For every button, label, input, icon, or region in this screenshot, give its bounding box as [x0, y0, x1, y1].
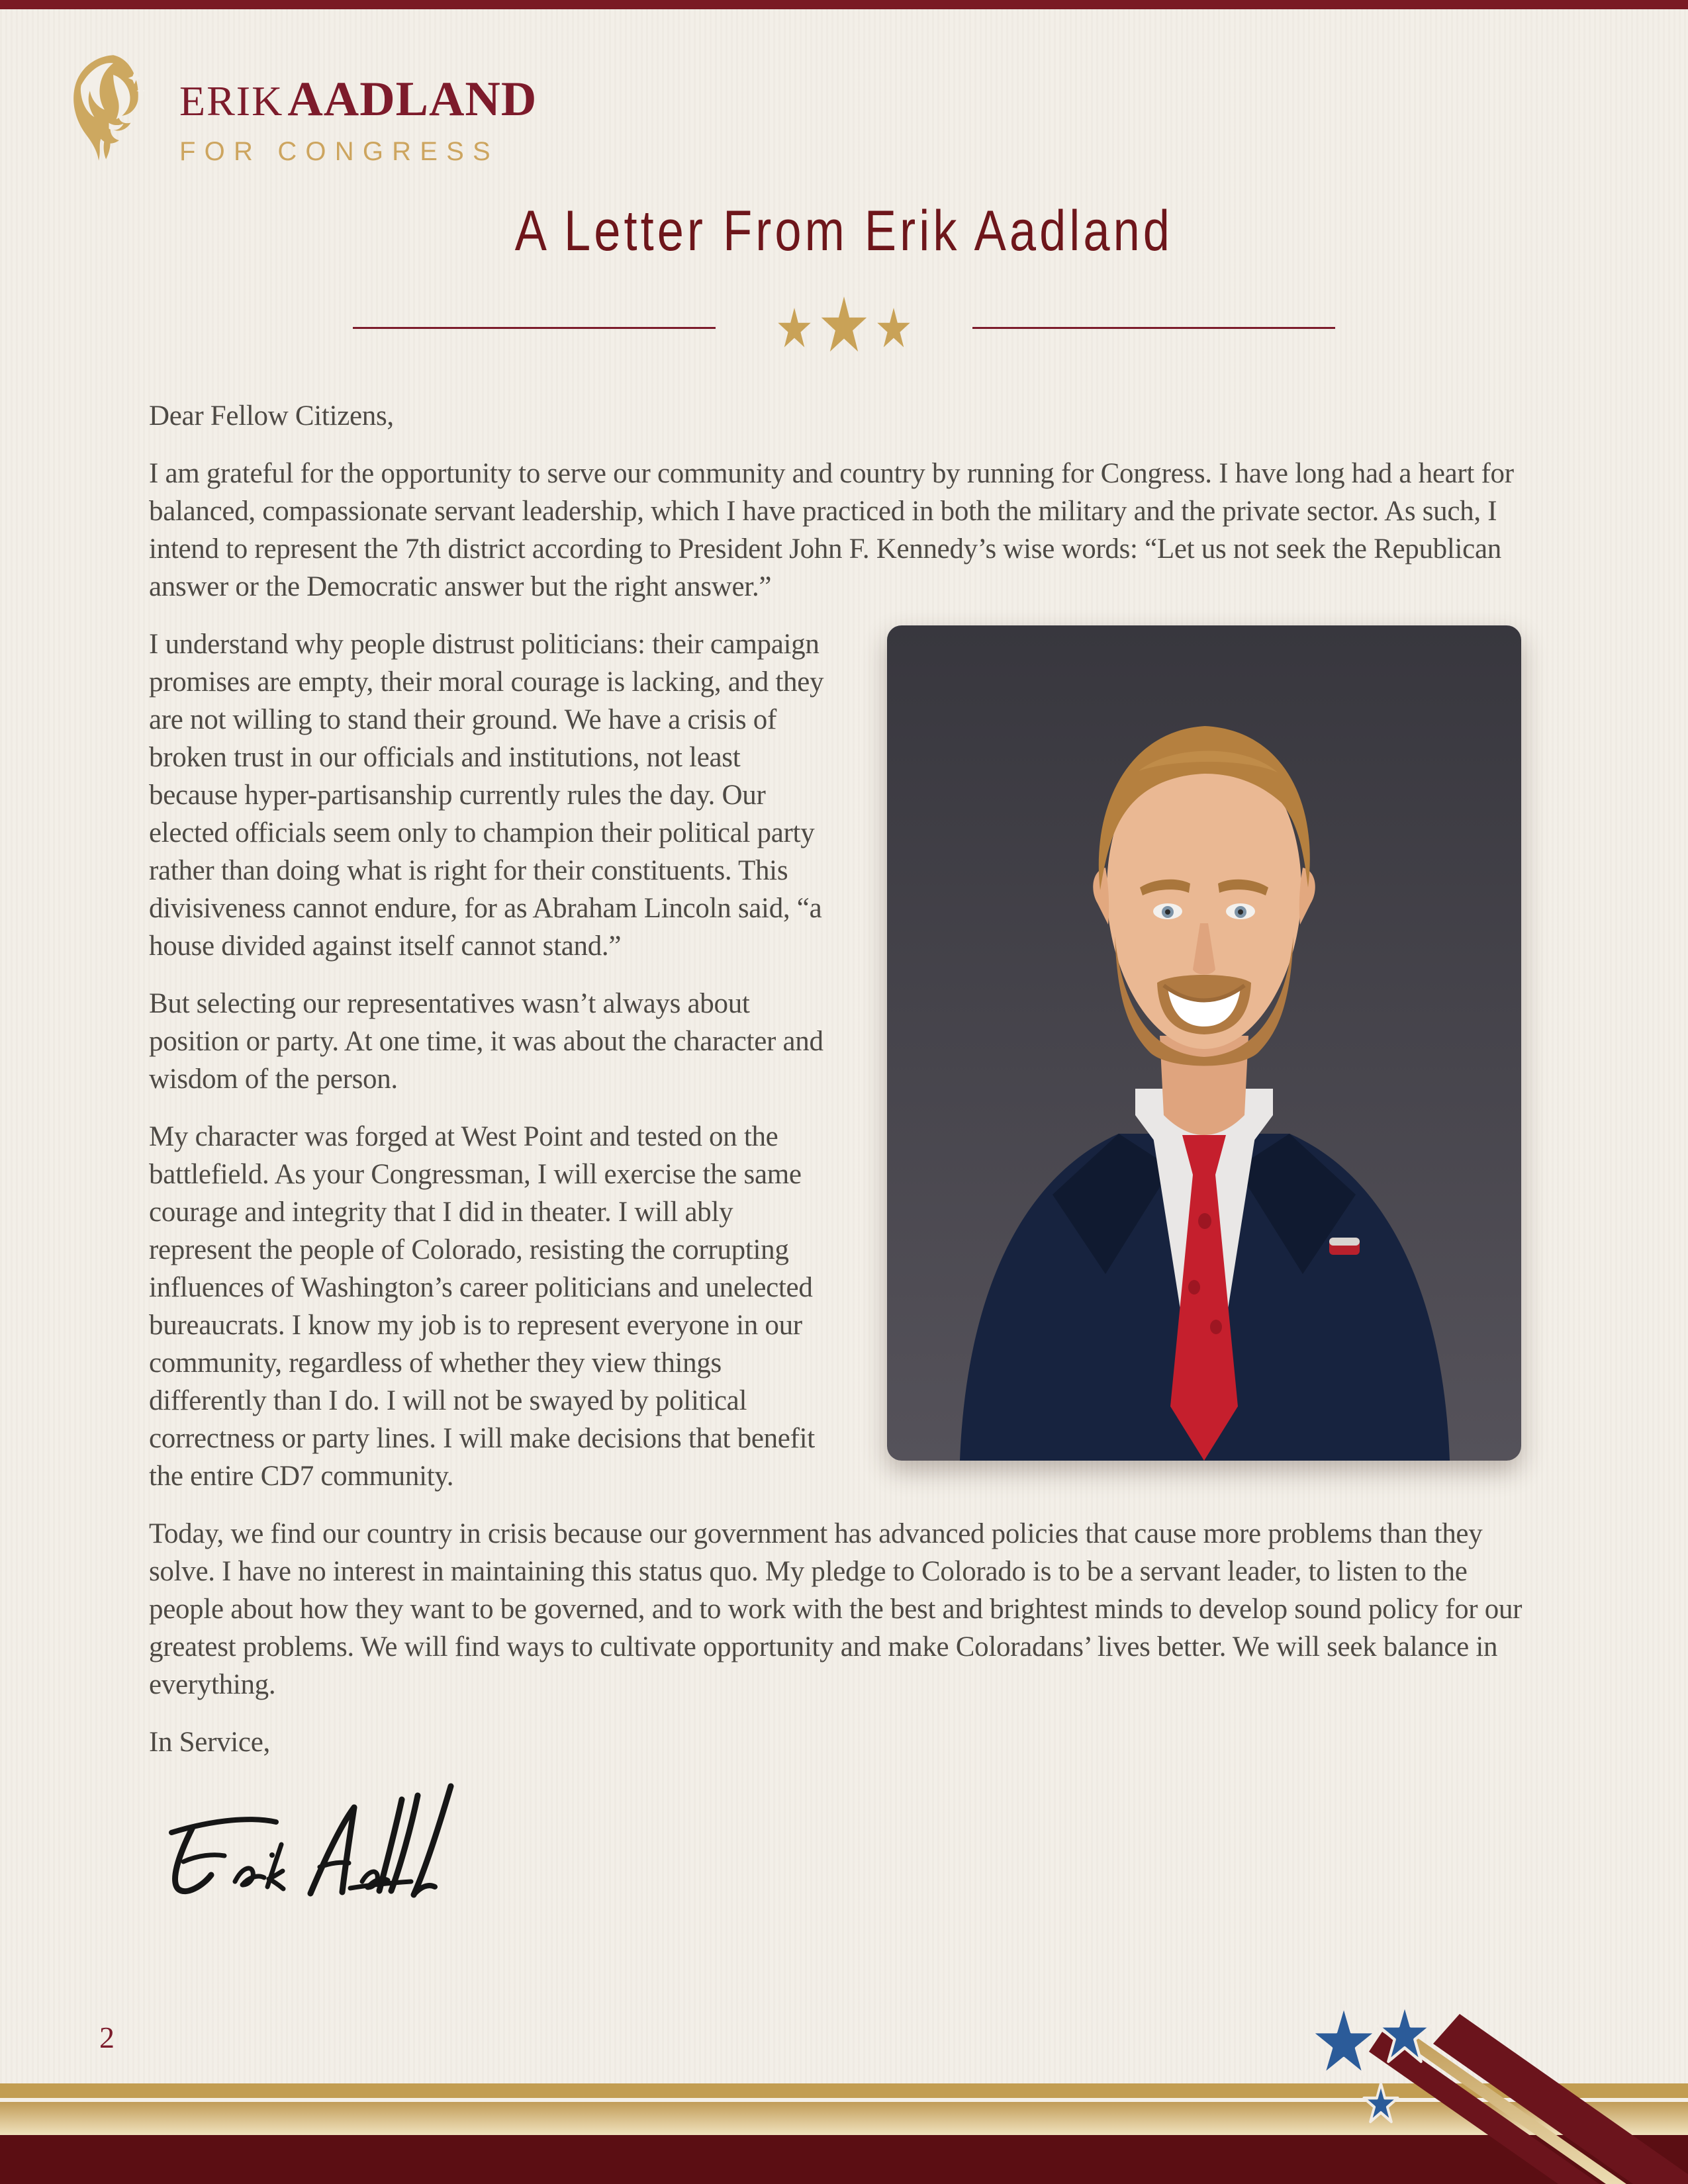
- portrait-column: [887, 625, 1521, 1461]
- page-title-text: A Letter From Erik Aadland: [514, 199, 1174, 263]
- star-divider: [0, 288, 1688, 367]
- logo-text: [179, 53, 537, 167]
- logo-name: [179, 71, 537, 128]
- divider-rule-right: [972, 327, 1335, 329]
- footer-stars-stripes-icon: [1291, 1985, 1688, 2184]
- letter-paragraph: I understand why people distrust politicians: their campaign promises are empty, their moral courage is lacking, and they are not willing to stand their ground. We have a crisis of broken trust in our officials and institutions, not least because hyper-partisanship currently rules the day. Our elected officials seem only to champion their political party rather than doing what is right for their constituents. This divisiveness cannot endure, for as Abraham Lincoln said, “a house divided against itself cannot stand.”: [149, 629, 824, 962]
- left-text-column: [149, 625, 824, 1515]
- page-number: 2: [99, 2021, 115, 2054]
- logo-first-name: ERIK: [179, 77, 284, 124]
- divider-rule-left: [353, 327, 716, 329]
- letter-closing: In Service,: [149, 1727, 270, 1758]
- two-column-section: [149, 625, 1544, 1515]
- letter-body: [149, 397, 1544, 1913]
- three-stars-icon: [745, 289, 943, 367]
- campaign-logo: [63, 53, 537, 167]
- letter-paragraph: I am grateful for the opportunity to serve our community and country by running for Congress. I have long had a heart for balanced, compassionate servant leadership, which I have practiced in both the military and the private sector. As such, I intend to represent the 7th district according to President John F. Kennedy’s wise words: “Let us not seek the Republican answer or the Democratic answer but the right answer.”: [149, 458, 1514, 602]
- lion-logo-icon: [63, 53, 162, 162]
- page-title: [0, 199, 1688, 264]
- logo-last-name: AADLAND: [287, 72, 538, 126]
- logo-tagline: FOR CONGRESS: [179, 137, 499, 166]
- letter-greeting: Dear Fellow Citizens,: [149, 400, 394, 432]
- letter-paragraph: But selecting our representatives wasn’t always about position or party. At one time, it was about the character and wisdom of the person.: [149, 988, 823, 1095]
- signature-erik-aadland: [152, 1781, 463, 1913]
- top-accent-bar: [0, 0, 1688, 9]
- letter-paragraph: My character was forged at West Point and tested on the battlefield. As your Congressman, I will exercise the same courage and integrity that I did in theater. I will ably represent the people of Colorado, resisting the corrupting influences of Washington’s career politicians and unelected bureaucrats. I know my job is to represent everyone in our community, regardless of whether they view things differently than I do. I will not be swayed by political correctness or party lines. I will make decisions that benefit the entire CD7 community.: [149, 1121, 815, 1492]
- candidate-portrait-photo: [887, 625, 1521, 1461]
- letter-paragraph: Today, we find our country in crisis because our government has advanced policies that cause more problems than they solve. I have no interest in maintaining this status quo. My pledge to Colorado is to be a servant leader, to listen to the people about how they want to be governed, and to work with the best and brightest minds to develop sound policy for our greatest problems. We will find ways to cultivate opportunity and make Coloradans’ lives better. We will seek balance in everything.: [149, 1518, 1523, 1700]
